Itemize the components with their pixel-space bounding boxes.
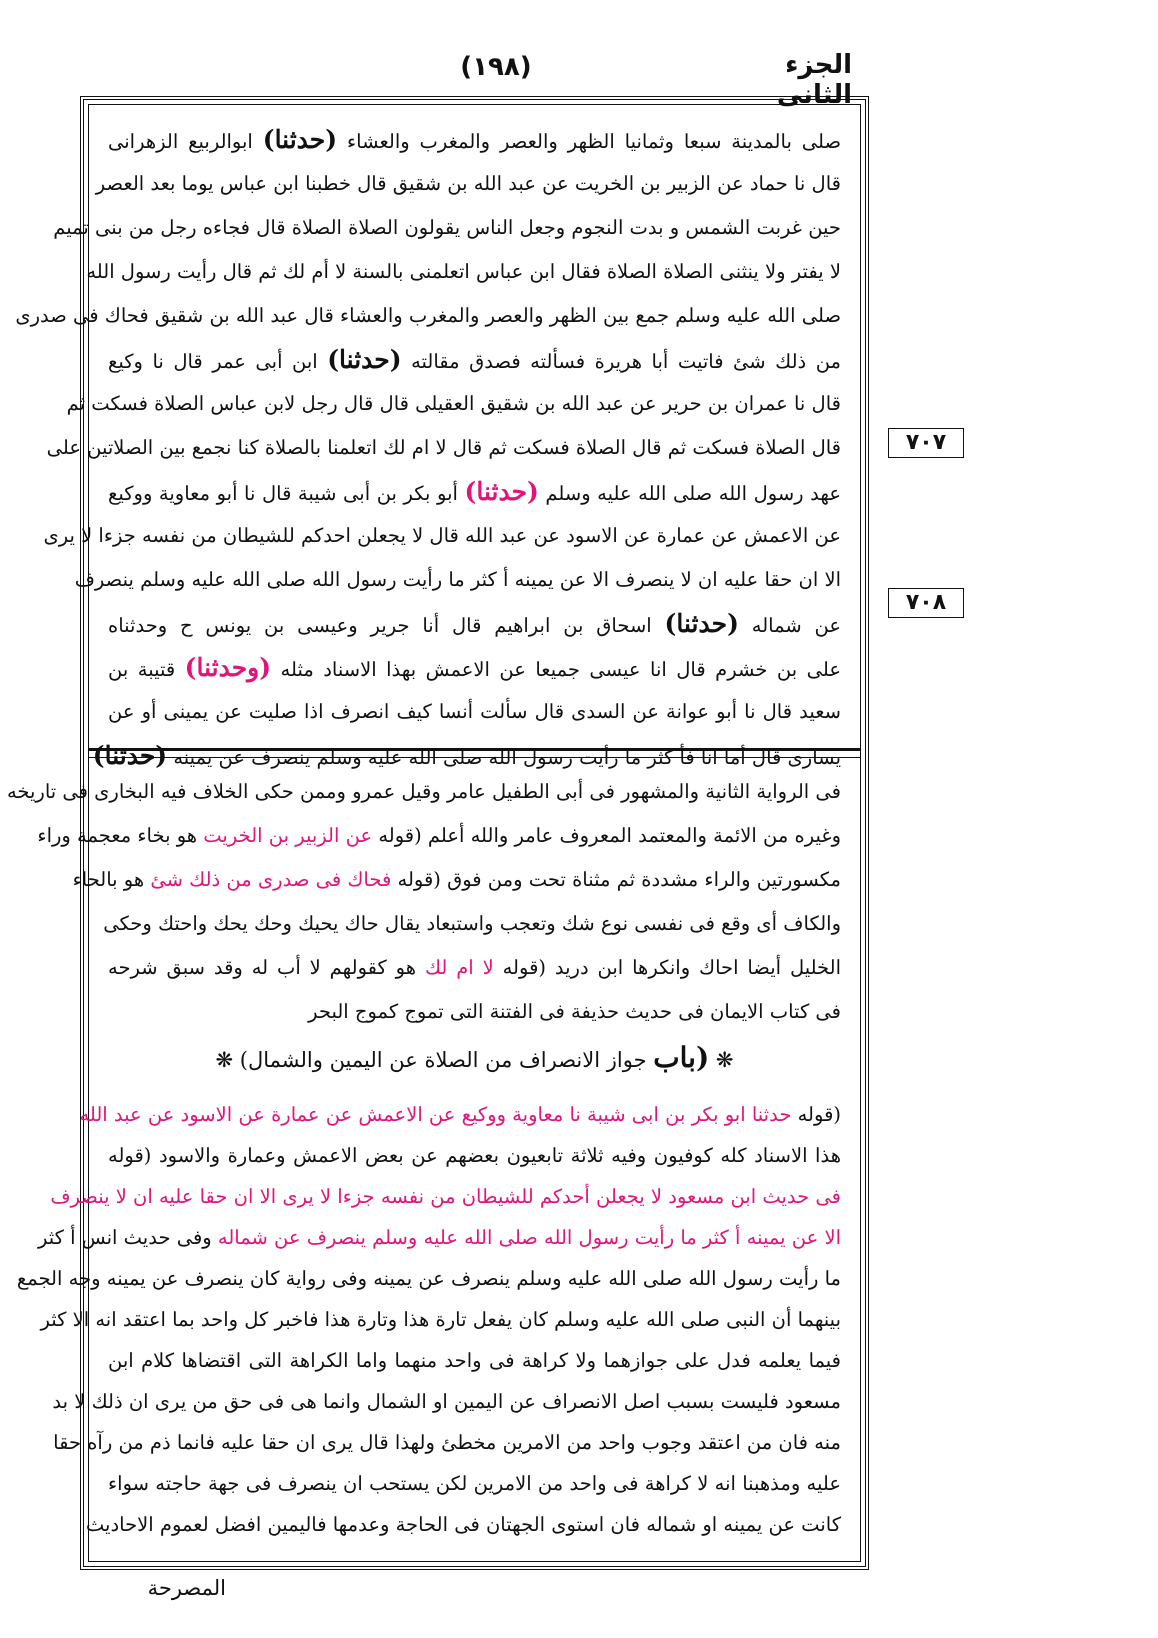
- text-line: فيما يعلمه فدل على جوازهما ولا كراهة فى واحد منهما واما الكراهة التى اقتضاها كلام ابن: [108, 1349, 841, 1372]
- text-line: (قوله حدثنا ابو بكر بن ابى شيبة نا معاوية ووكيع عن الاعمش عن عمارة عن الاسود عن عبد الله: [79, 1103, 841, 1126]
- text-line: عن الاعمش عن عمارة عن الاسود عن عبد الله قال لا يجعلن احدكم للشيطان من نفسه جزءا لا يرى: [43, 524, 841, 547]
- text-line: قال نا عمران بن حرير عن عبد الله بن شقيق العقيلى قال قال رجل لابن عباس الصلاة فسكت ثم: [66, 392, 841, 415]
- text-line: فى الرواية الثانية والمشهور فى أبى الطفيل عامر وقيل عمرو وممن حكى الخلاف فيه البخارى فى تاريخه: [6, 780, 841, 803]
- text-line: عن شماله (حدثنا) اسحاق بن ابراهيم قال أنا جرير وعيسى بن يونس ح وحدثناه: [108, 609, 841, 638]
- text-line: لا يفتر ولا ينثنى الصلاة الصلاة فقال ابن عباس اتعلمنى بالسنة لا أم لك ثم قال رأيت رسول الله: [86, 260, 841, 283]
- page-header-volume: الجزء الثانى: [776, 50, 852, 110]
- text-line: هذا الاسناد كله كوفيون وفيه ثلاثة تابعيون بعضهم عن بعض الاعمش وعمارة والاسود (قوله: [108, 1144, 841, 1167]
- quoted-phrase: فحاك فى صدرى من ذلك شئ: [150, 868, 392, 891]
- chapter-title: جواز الانصراف من الصلاة عن اليمين والشمال): [239, 1048, 647, 1072]
- text-line: عهد رسول الله صلى الله عليه وسلم (حدثنا) أبو بكر بن أبى شيبة قال نا أبو معاوية ووكيع: [108, 477, 841, 506]
- text-line: من ذلك شئ فاتيت أبا هريرة فسألته فصدق مقالته (حدثنا) ابن أبى عمر قال نا وكيع: [108, 345, 841, 374]
- quoted-phrase: عن الزبير بن الخريت: [203, 824, 373, 847]
- text-line: الخليل أيضا احاك وانكرها ابن دريد (قوله لا ام لك هو كقولهم لا أب له وقد سبق شرحه: [108, 956, 842, 979]
- quoted-phrase: لا ام لك: [424, 956, 494, 979]
- text-line: الا ان حقا عليه ان لا ينصرف الا عن يمينه أ كثر ما رأيت رسول الله صلى الله عليه وسلم ينصرف: [74, 568, 841, 591]
- text-line: فى كتاب الايمان فى حديث حذيفة فى الفتنة التى تموج كموج البحر: [308, 1000, 841, 1023]
- hadith-text-block: [15, 118, 842, 778]
- hadith-number-box: ٧٠٧: [888, 428, 964, 458]
- hadathana-marker: (حدثنا): [664, 609, 739, 638]
- wahaddathana-marker: (وحدثنا): [184, 653, 272, 682]
- hadathana-marker: (حدثنا): [262, 125, 338, 154]
- chapter-bab: (باب: [653, 1041, 710, 1074]
- text-line: سعيد قال نا أبو عوانة عن السدى قال سألت أنسا كيف انصرف اذا صليت عن يمينى أو عن: [108, 700, 841, 723]
- text-line: صلى الله عليه وسلم جمع بين الظهر والعصر والمغرب والعشاء قال عبد الله بن شقيق فحاك فى صدرى: [15, 304, 841, 327]
- hadith-number-box: ٧٠٨: [888, 588, 964, 618]
- text-line: وغيره من الائمة والمعتمد المعروف عامر والله أعلم (قوله عن الزبير بن الخريت هو بخاء معجمة وراء: [37, 824, 841, 847]
- chapter-commentary-block: [16, 1094, 841, 1545]
- page-footer: المصرحة: [147, 1576, 226, 1600]
- text-line: قال نا حماد عن الزبير بن الخريت عن عبد الله بن شقيق قال خطبنا ابن عباس يوما بعد العصر: [95, 172, 841, 195]
- text-line: على بن خشرم قال انا عيسى جميعا عن الاعمش بهذا الاسناد مثله (وحدثنا) قتيبة بن: [108, 653, 841, 682]
- text-line: مكسورتين والراء مشددة ثم مثناة تحت ومن فوق (قوله فحاك فى صدرى من ذلك شئ هو بالحاء: [72, 868, 841, 891]
- text-line: صلى بالمدينة سبعا وثمانيا الظهر والعصر والمغرب والعشاء (حدثنا) ابوالربيع الزهرانى: [108, 125, 842, 154]
- text-line: كانت عن يمينه او شماله فان استوى الجهتان فى الحاجة وعدمها فاليمين افضل لعموم الاحاديث: [85, 1513, 841, 1536]
- quoted-phrase: الا عن يمينه أ كثر ما رأيت رسول الله صلى الله عليه وسلم ينصرف عن شماله: [217, 1226, 841, 1249]
- ornament-icon: ❋: [715, 1048, 734, 1072]
- text-line: ما رأيت رسول الله صلى الله عليه وسلم ينصرف عن يمينه وفى رواية كان ينصرف عن يمينه وجه الجمع: [16, 1267, 841, 1290]
- text-line: منه فان من اعتقد وجوب واحد من الامرين مخطئ ولهذا قال يرى ان حقا عليه فانما ذم من رآه حقا: [53, 1431, 841, 1454]
- text-line: يسارى قال أما انا فأ كثر ما رأيت رسول الله صلى الله عليه وسلم ينصرف عن يمينه (حدثنا): [92, 741, 841, 770]
- chapter-heading: [108, 1041, 841, 1074]
- ornament-icon: ❋: [215, 1048, 234, 1072]
- hadathana-marker: (حدثنا): [464, 477, 539, 506]
- text-line: عليه ومذهبنا انه لا كراهة فى واحد من الامرين لكن يستحب ان ينصرف فى جهة حاجته سواء: [108, 1472, 841, 1495]
- commentary-text-block: [6, 770, 842, 1034]
- text-line: مسعود فليست بسبب اصل الانصراف عن اليمين او الشمال وانما هى فى حق من يرى ان ذلك لا بد: [52, 1390, 841, 1413]
- text-line: والكاف أى وقع فى نفسى نوع شك وتعجب واستبعاد يقال حاك يحيك وحك يحك واحتك وحكى: [103, 912, 841, 935]
- text-line: حين غربت الشمس و بدت النجوم وجعل الناس يقولون الصلاة الصلاة قال فجاءه رجل من بنى تميم: [53, 216, 841, 239]
- text-line: بينهما أن النبى صلى الله عليه وسلم كان يفعل تارة هذا وتارة هذا فاخبر كل واحد بما اعتقد انه الا كثر: [40, 1308, 841, 1331]
- quoted-phrase: حدثنا ابو بكر بن ابى شيبة نا معاوية ووكيع عن الاعمش عن عمارة عن الاسود عن عبد الله: [79, 1103, 792, 1126]
- page-number: (١٩٨): [460, 52, 532, 82]
- text-line: الا عن يمينه أ كثر ما رأيت رسول الله صلى الله عليه وسلم ينصرف عن شماله وفى حديث انس أ كثر: [37, 1226, 841, 1249]
- text-line: قال الصلاة فسكت ثم قال الصلاة فسكت ثم قال لا ام لك اتعلمنا بالصلاة كنا نجمع بين الصلاتين على: [46, 436, 841, 459]
- quoted-phrase: فى حديث ابن مسعود لا يجعلن أحدكم للشيطان من نفسه جزءا لا يرى الا ان حقا عليه ان لا ينصرف: [50, 1185, 841, 1208]
- hadathana-marker: (حدثنا): [92, 741, 168, 770]
- hadathana-marker: (حدثنا): [327, 345, 402, 374]
